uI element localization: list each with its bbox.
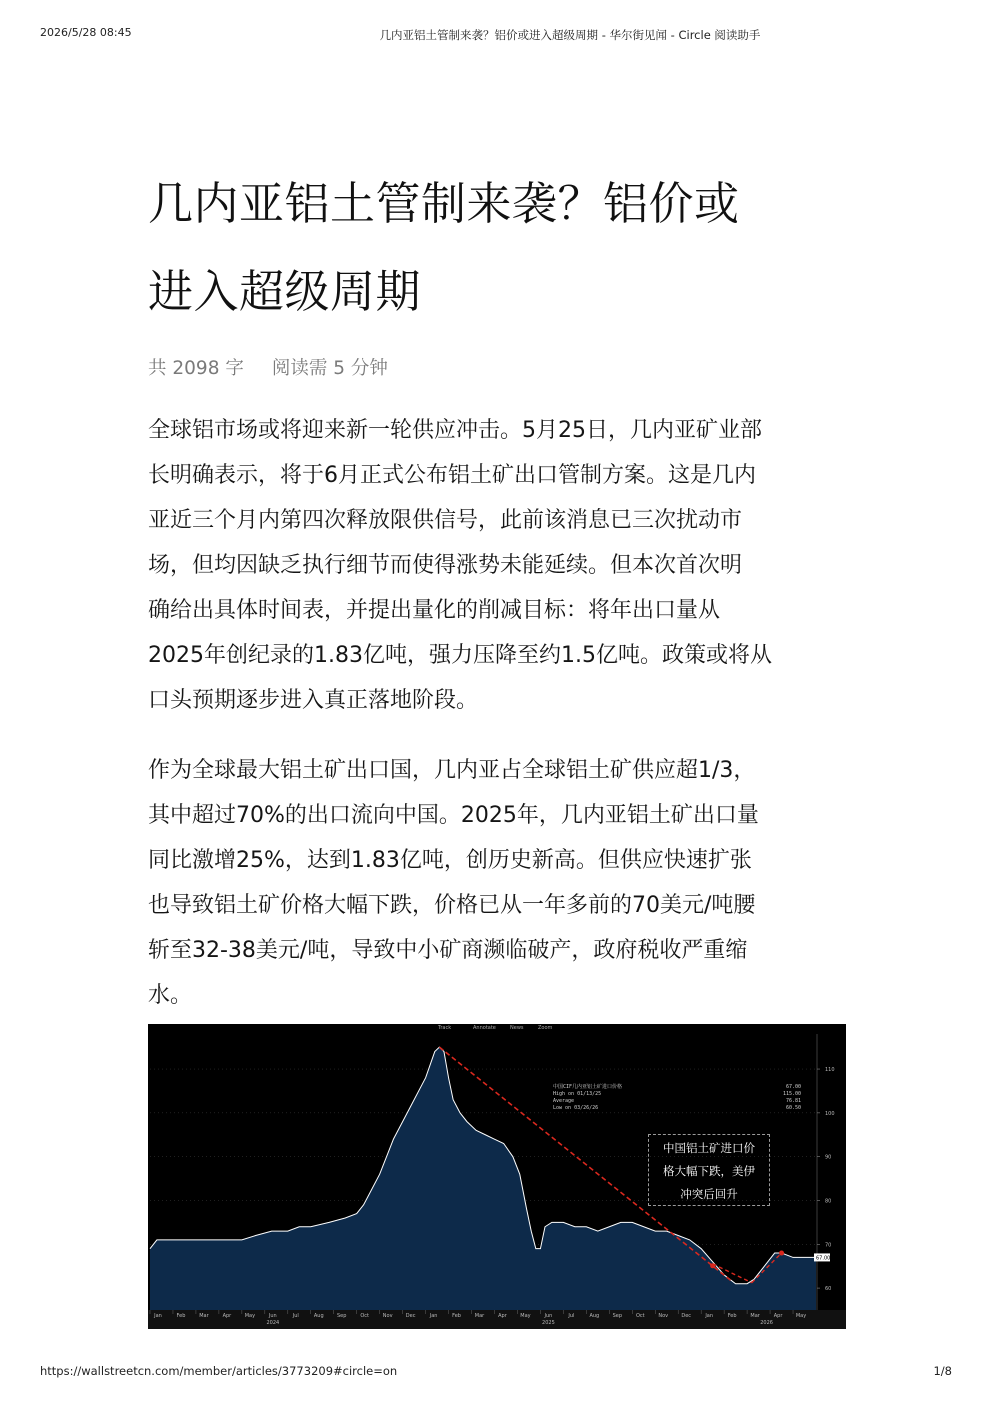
chart-legend — [553, 1084, 801, 1114]
read-time: 阅读需 5 分钟 — [271, 358, 388, 379]
x-tick-label: May — [520, 1313, 531, 1319]
toolbar-item[interactable]: Annotate — [473, 1025, 496, 1031]
toolbar-item[interactable]: Track — [438, 1025, 452, 1031]
x-tick-label: Apr — [222, 1313, 232, 1319]
paragraph-line: 斩至32-38美元/吨，导致中小矿商濒临破产，政府税收严重缩 — [148, 938, 748, 963]
paragraph-2 — [148, 748, 848, 1018]
paragraph-line: 场，但均因缺乏执行细节而使得涨势未能延续。但本次首次明 — [148, 553, 743, 578]
legend-label: 中国CIF几内亚铝土矿进口价格 — [553, 1084, 623, 1090]
footer-url: https://wallstreetcn.com/member/articles/3773209#circle=on — [40, 1364, 398, 1378]
x-tick-label: Jan — [154, 1313, 162, 1319]
x-tick-label: Mar — [474, 1313, 485, 1319]
x-tick-label: Apr — [773, 1313, 783, 1319]
last-value-label: 67.00 — [816, 1255, 831, 1262]
print-page-title: 几内亚铝土管制来袭？铝价或进入超级周期 - 华尔街见闻 - Circle 阅读助手 — [379, 28, 761, 42]
y-tick-label: 110 — [825, 1067, 835, 1074]
toolbar-item[interactable]: News — [510, 1025, 524, 1031]
paragraph-line: 也导致铝土矿价格大幅下跌，价格已从一年多前的70美元/吨腰 — [148, 893, 756, 918]
word-count: 共 2098 字 — [148, 358, 244, 379]
x-tick-label: Apr — [498, 1313, 507, 1319]
x-tick-label: Jun — [544, 1313, 553, 1319]
legend-value: 76.81 — [785, 1098, 801, 1104]
title-line-2: 进入超级周期 — [148, 265, 422, 318]
legend-value: 60.50 — [785, 1105, 801, 1111]
title-line-1: 几内亚铝土管制来袭？铝价或 — [148, 177, 740, 230]
footer-page-number: 1/8 — [933, 1364, 952, 1378]
x-year-label: 2024 — [266, 1320, 280, 1326]
legend-value: 67.00 — [785, 1084, 801, 1090]
legend-row — [553, 1091, 801, 1098]
paragraph-1 — [148, 408, 848, 723]
price-chart-figure — [148, 1024, 846, 1329]
legend-label: High on 01/13/25 — [553, 1091, 602, 1097]
legend-row — [553, 1084, 801, 1091]
x-tick-label: Feb — [176, 1313, 186, 1319]
y-tick-label: 100 — [825, 1110, 835, 1117]
x-tick-label: Sep — [612, 1313, 623, 1319]
article-meta — [148, 354, 848, 380]
trend-marker — [779, 1251, 784, 1256]
x-tick-label: Aug — [313, 1313, 324, 1319]
paragraph-line: 作为全球最大铝土矿出口国，几内亚占全球铝土矿供应超1/3， — [148, 758, 756, 783]
x-tick-label: Feb — [452, 1313, 461, 1319]
trend-marker — [710, 1263, 715, 1268]
y-tick-label: 70 — [825, 1242, 832, 1249]
x-tick-label: Dec — [681, 1313, 692, 1319]
x-tick-label: Jun — [268, 1313, 277, 1319]
x-tick-label: Oct — [360, 1313, 370, 1319]
x-tick-label: Nov — [382, 1313, 393, 1319]
toolbar-item[interactable]: Zoom — [538, 1025, 553, 1031]
x-tick-label: May — [244, 1313, 256, 1319]
legend-label: Average — [553, 1098, 575, 1104]
x-tick-label: Jan — [429, 1313, 438, 1319]
legend-value: 115.00 — [782, 1091, 801, 1097]
x-tick-label: Dec — [405, 1313, 416, 1319]
x-tick-label: Jul — [568, 1313, 575, 1319]
annotation-line: 中国铝土矿进口价 — [663, 1141, 755, 1155]
legend-label: Low on 03/26/26 — [553, 1105, 599, 1111]
x-tick-label: Feb — [727, 1313, 737, 1319]
x-tick-label: Oct — [635, 1313, 645, 1319]
x-tick-label: Jul — [292, 1313, 299, 1319]
paragraph-line: 其中超过70%的出口流向中国。2025年，几内亚铝土矿出口量 — [148, 803, 759, 828]
x-tick-label: Nov — [658, 1313, 669, 1319]
legend-row — [553, 1105, 801, 1112]
paragraph-line: 全球铝市场或将迎来新一轮供应冲击。5月25日，几内亚矿业部 — [148, 418, 762, 443]
chart-toolbar — [148, 1024, 846, 1033]
annotation-line: 冲突后回升 — [680, 1187, 738, 1201]
y-tick-label: 60 — [825, 1286, 832, 1293]
paragraph-line: 确给出具体时间表，并提出量化的削减目标：将年出口量从 — [148, 598, 721, 623]
x-tick-label: May — [795, 1313, 807, 1319]
y-tick-label: 80 — [825, 1198, 832, 1205]
chart-annotation — [648, 1134, 770, 1206]
annotation-line: 格大幅下跌，美伊 — [663, 1164, 755, 1178]
x-tick-label: Jan — [705, 1313, 714, 1319]
paragraph-line: 长明确表示，将于6月正式公布铝土矿出口管制方案。这是几内 — [148, 463, 756, 488]
paragraph-line: 口头预期逐步进入真正落地阶段。 — [148, 688, 479, 713]
paragraph-line: 同比激增25%，达到1.83亿吨，创历史新高。但供应快速扩张 — [148, 848, 752, 873]
y-tick-label: 90 — [825, 1154, 832, 1161]
paragraph-line: 亚近三个月内第四次释放限供信号，此前该消息已三次扰动市 — [148, 508, 743, 533]
x-tick-label: Mar — [750, 1313, 760, 1319]
x-tick-label: Sep — [337, 1313, 347, 1319]
paragraph-line: 水。 — [148, 983, 193, 1008]
x-tick-label: Mar — [199, 1313, 209, 1319]
x-tick-label: Aug — [589, 1313, 600, 1319]
article — [148, 160, 848, 1018]
x-year-label: 2025 — [542, 1320, 555, 1326]
x-year-label: 2026 — [760, 1320, 773, 1326]
paragraph-line: 2025年创纪录的1.83亿吨，强力压降至约1.5亿吨。政策或将从 — [148, 643, 772, 668]
legend-row — [553, 1098, 801, 1105]
article-title — [148, 160, 848, 336]
print-datetime: 2026/5/28 08:45 — [40, 26, 132, 39]
